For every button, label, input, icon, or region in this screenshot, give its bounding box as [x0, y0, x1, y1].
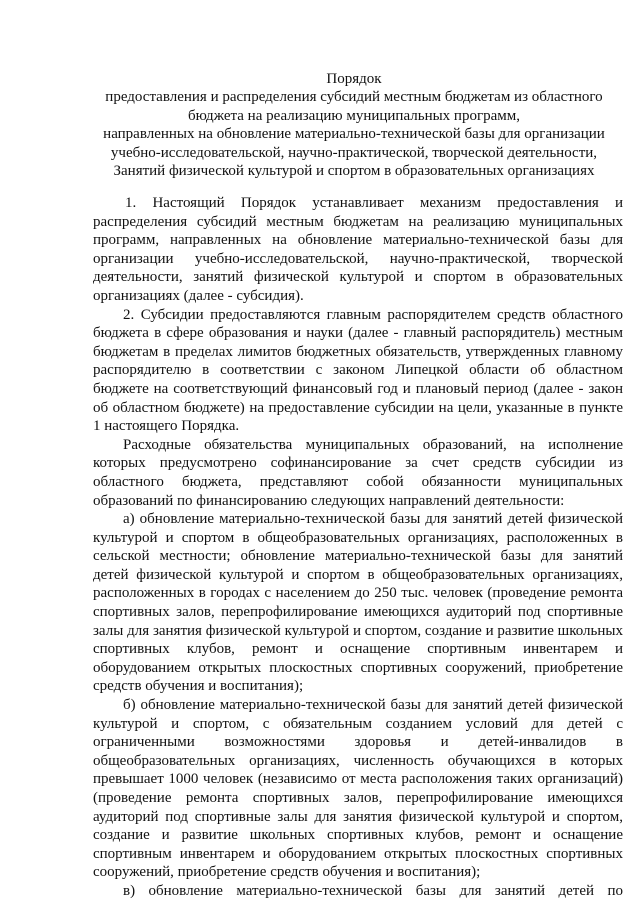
paragraph-item-v: в) обновление материально-технической базы для занятий детей по — [123, 882, 623, 899]
document-title — [86, 70, 622, 180]
paragraph-item-a: а) обновление материально-технической базы для занятий детей физической культурой и спортом в общеобразовательных организациях, расположенных в сельской местности; обновление материально-технической базы для занятий детей физической культурой и спортом в общеобразовательных организациях, расположенных в городах с населением до 250 тыс. человек (проведение ремонта спортивных залов, перепрофилирование имеющихся аудиторий под спортивные залы для занятия физической культурой и спортом, создание и развитие школьных спортивных клубов, ремонт и оснащение спортивным инвентарем и оборудованием открытых плоскостных спортивных сооружений, приобретение средств обучения и воспитания); — [93, 511, 623, 695]
paragraph-item-b: б) обновление материально-технической базы для занятий детей физической культурой и спортом, с обязательным созданием условий для детей с ограниченными возможностями здоровья и детей-инвалидов в общеобразовательных организациях, численность обучающихся в которых превышает 1000 человек (независимо от места расположения таких организаций) (проведение ремонта спортивных залов, перепрофилирование имеющихся аудиторий под спортивные залы для занятия физической культурой и спортом, создание и развитие школьных спортивных клубов, ремонт и оснащение спортивным инвентарем и оборудованием открытых плоскостных спортивных сооружений, приобретение средств обучения и воспитания); — [93, 697, 623, 881]
document-body — [93, 194, 623, 901]
title-line: бюджета на реализацию муниципальных программ, — [187, 107, 521, 124]
title-line: направленных на обновление материально-технической базы для организации — [103, 126, 605, 143]
title-line: предоставления и распределения субсидий местным бюджетам из областного — [105, 89, 603, 106]
title-line: Порядок — [326, 71, 382, 87]
paragraph-obligations: Расходные обязательства муниципальных образований, на исполнение которых предусмотрено софинансирование за счет средств субсидии из областного бюджета, представляют собой обязанности муниципальных образований по финансированию следующих направлений деятельности: — [93, 436, 623, 509]
paragraph-1: 1. Настоящий Порядок устанавливает механизм предоставления и распределения субсидий местным бюджетам на реализацию муниципальных программ, направленных на обновление материально-технической базы для организации учебно-исследовательской, научно-практической, творческой деятельности, занятий физической культурой и спортом в образовательных организациях (далее - субсидия). — [93, 195, 623, 304]
title-line: Занятий физической культурой и спортом в образовательных организациях — [113, 163, 595, 180]
title-line: учебно-исследовательской, научно-практической, творческой деятельности, — [110, 144, 598, 161]
paragraph-2: 2. Субсидии предоставляются главным распорядителем средств областного бюджета в сфере образования и науки (далее - главный распорядитель) местным бюджетам в пределах лимитов бюджетных обязательств, утвержденных главному распорядителю в соответствии с законом Липецкой области об областном бюджете на соответствующий финансовый год и плановый период (далее - закон об областном бюджете) на предоставление субсидии на цели, указанные в пункте 1 настоящего Порядка. — [93, 306, 623, 435]
